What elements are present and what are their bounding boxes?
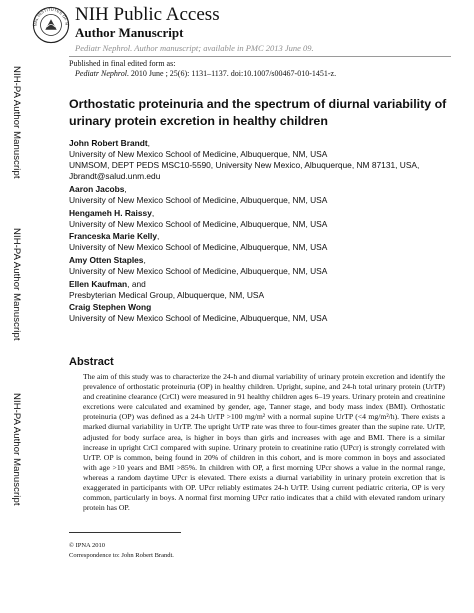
contact-address: UNMSOM, DEPT PEDS MSC10-5590, University New Mexico, Albuquerque, NM 87131, USA, Jbrandt@salud.unm.edu bbox=[69, 160, 420, 181]
author-contact bbox=[69, 160, 439, 181]
author-affiliation: University of New Mexico School of Medicine, Albuquerque, NM, USA bbox=[69, 265, 328, 276]
author-block: Aaron Jacobs, University of New Mexico School of Medicine, Albuquerque, NM, USA bbox=[69, 184, 328, 205]
author-block: Franceska Marie Kelly, University of New Mexico School of Medicine, Albuquerque, NM, USA bbox=[69, 231, 328, 252]
author-affiliation: University of New Mexico School of Medicine, Albuquerque, NM, USA bbox=[69, 194, 328, 205]
author-block: Hengameh H. Raissy, University of New Mexico School of Medicine, Albuquerque, NM, USA bbox=[69, 208, 328, 229]
side-label-bottom: NIH-PA Author Manuscript bbox=[11, 393, 22, 506]
author-block: John Robert Brandt, University of New Mexico School of Medicine, Albuquerque, NM, USA bbox=[69, 138, 328, 159]
header-divider bbox=[69, 56, 451, 57]
author-name: Craig Stephen Wong bbox=[69, 302, 152, 312]
author-affiliation: University of New Mexico School of Medicine, Albuquerque, NM, USA bbox=[69, 218, 328, 229]
copyright-note: © IPNA 2010 bbox=[69, 542, 105, 549]
journal-name: Pediatr Nephrol bbox=[75, 69, 127, 78]
side-label-top: NIH-PA Author Manuscript bbox=[11, 66, 22, 179]
abstract-heading: Abstract bbox=[69, 356, 114, 368]
seal-lettering: NAL INSTITUTES OF H bbox=[32, 6, 70, 27]
footnote-divider bbox=[69, 532, 181, 533]
author-affiliation: University of New Mexico School of Medicine, Albuquerque, NM, USA bbox=[69, 148, 328, 159]
side-label-middle: NIH-PA Author Manuscript bbox=[11, 228, 22, 341]
article-title: Orthostatic proteinuria and the spectrum of diurnal variability of urinary protein excretion in healthy children bbox=[69, 97, 447, 128]
author-affiliation: University of New Mexico School of Medicine, Albuquerque, NM, USA bbox=[69, 241, 328, 252]
author-name: Amy Otten Staples bbox=[69, 255, 144, 265]
repository-title: NIH Public Access bbox=[75, 4, 220, 25]
author-name: Ellen Kaufman bbox=[69, 279, 128, 289]
abstract-text: The aim of this study was to characterize the 24-h and diurnal variability of urinary protein excretion and identify the prevalence of orthostatic proteinuria (OP) in healthy children. Upright, supine, and 24-h total urinary protein (UrTP) and creatinine clearance (CrCl) were measured in 91 healthy children ages 6–19 years. Urinary protein and creatinine excretions were calculated and examined by gender, age, Tanner stage, and body mass index (BMI). Orthostatic proteinuria (OP) was defined as a 24-h UrTP >100 mg/m² with a normal supine UrTP (<4 mg/m²/h). There exists a marked diurnal variability in UrTP. The upright UrTP rate was three to four-times greater than the supine rate. UrTP, adjusted for body surface area, is higher in boys than girls and increases with age and BMI. There is a similar increase in upright CrCl compared with supine. Urinary protein to creatinine ratio (UPcr) is strongly correlated with UrTP. OP is common, being found in 20% of children in this cohort, and is more common in boys and associated with age >10 years and BMI >85%. In children with OP, a first morning UPcr shows a value in the normal range, whereas a random daytime UPcr is elevated. There exists a diurnal variability in urinary protein excretion that is exaggerated in participants with OP. UPcr reliably estimates 24-h UrTP. Using current pediatric criteria, OP is very common, particularly in boys. A normal first morning UPcr ratio indicates that a child with elevated random urinary protein has OP. bbox=[83, 372, 445, 513]
author-name: Hengameh H. Raissy bbox=[69, 208, 152, 218]
author-affiliation: Presbyterian Medical Group, Albuquerque, NM, USA bbox=[69, 289, 265, 300]
journal-details: . 2010 June ; 25(6): 1131–1137. doi:10.1007/s00467-010-1451-z. bbox=[126, 69, 337, 78]
author-block bbox=[69, 302, 459, 323]
availability-citation: Pediatr Nephrol. Author manuscript; available in PMC 2013 June 09. bbox=[75, 43, 314, 53]
author-block: Amy Otten Staples, University of New Mexico School of Medicine, Albuquerque, NM, USA bbox=[69, 255, 328, 276]
author-name: John Robert Brandt bbox=[69, 138, 148, 148]
author-affiliation: University of New Mexico School of Medicine, Albuquerque, NM, USA bbox=[69, 312, 328, 323]
author-name: Franceska Marie Kelly bbox=[69, 231, 157, 241]
correspondence-note: Correspondence to: John Robert Brandt. bbox=[69, 552, 174, 559]
nih-seal-logo bbox=[32, 6, 70, 44]
published-note: Published in final edited form as: bbox=[69, 59, 176, 68]
author-name: Aaron Jacobs bbox=[69, 184, 125, 194]
manuscript-label: Author Manuscript bbox=[75, 25, 184, 40]
author-block: Ellen Kaufman, and Presbyterian Medical Group, Albuquerque, NM, USA bbox=[69, 279, 265, 300]
journal-reference bbox=[75, 69, 336, 78]
